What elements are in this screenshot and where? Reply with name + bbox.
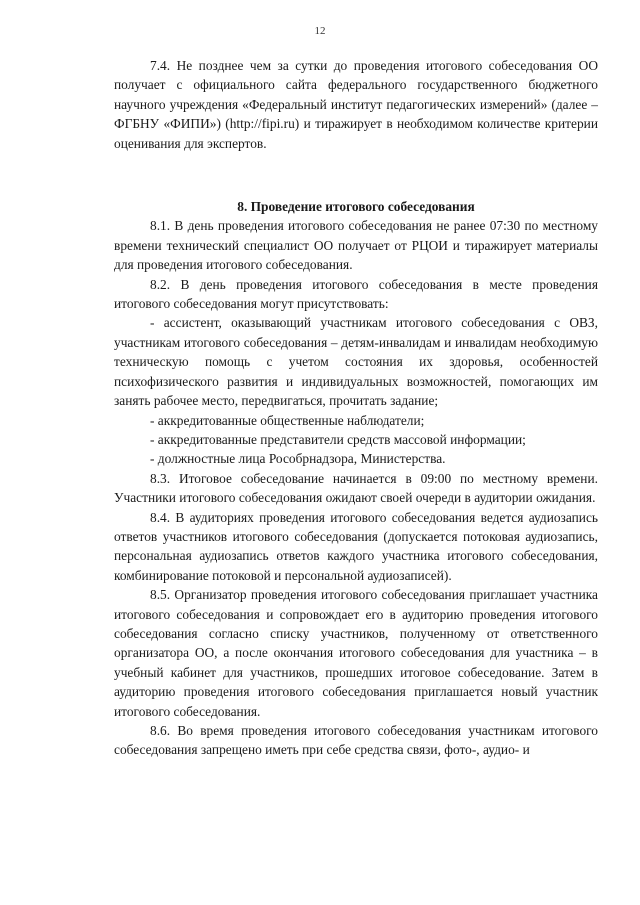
document-body bbox=[114, 56, 598, 760]
paragraph-8-2: 8.2. В день проведения итогового собеседования в месте проведения итогового собеседования могут присутствовать: bbox=[114, 276, 598, 312]
list-item-officials: - должностные лица Рособрнадзора, Министерства. bbox=[150, 451, 446, 467]
paragraph-8-6: 8.6. Во время проведения итогового собеседования участникам итогового собеседования запрещено иметь при себе средства связи, фото-, аудио- и bbox=[114, 723, 598, 758]
paragraph-8-4: 8.4. В аудиториях проведения итогового собеседования ведется аудиозапись ответов участников итогового собеседования (допускается потоковая аудиозапись, персональная аудиозапись ответов каждого участника итогового собеседования, комбинирование потоковой и персональной аудиозаписей). bbox=[114, 509, 598, 583]
section-heading: 8. Проведение итогового собеседования bbox=[237, 199, 475, 215]
page-number: 12 bbox=[314, 25, 326, 37]
list-item-observers: - аккредитованные общественные наблюдатели; bbox=[150, 412, 425, 428]
paragraph-8-3: 8.3. Итоговое собеседование начинается в 09:00 по местному времени. Участники итогового собеседования ожидают своей очереди в аудитории ожидания. bbox=[114, 470, 598, 506]
paragraph-8-5: 8.5. Организатор проведения итогового собеседования приглашает участника итогового собеседования и сопровождает его в аудиторию проведения итогового собеседования согласно списку участников, полученному от ответственного организатора ОО, а после окончания итогового собеседования для участника – в учебный кабинет для участников, прошедших итоговое собеседование. Затем в аудиторию проведения итогового собеседования приглашается новый участник итогового собеседования. bbox=[114, 587, 598, 719]
paragraph-8-1: 8.1. В день проведения итогового собеседования не ранее 07:30 по местному времени технический специалист ОО получает от РЦОИ и тиражирует материалы для проведения итогового собеседования. bbox=[114, 218, 598, 273]
list-item-media: - аккредитованные представители средств массовой информации; bbox=[150, 431, 526, 447]
paragraph-7-4: 7.4. Не позднее чем за сутки до проведения итогового собеседования ОО получает с официального сайта федерального государственного бюджетного научного учреждения «Федеральный институт педагогических измерений» (далее – ФГБНУ «ФИПИ») (http://fipi.ru) и тиражирует в необходимом количестве критерии оценивания для экспертов. bbox=[114, 58, 598, 151]
list-item-assistant: - ассистент, оказывающий участникам итогового собеседования с ОВЗ, участникам итогового собеседования – детям-инвалидам и инвалидам необходимую техническую помощь с учетом состояния их здоровья, особенностей психофизического развития и индивидуальных возможностей, помогающих им занять рабочее место, передвигаться, прочитать задание; bbox=[114, 315, 598, 409]
